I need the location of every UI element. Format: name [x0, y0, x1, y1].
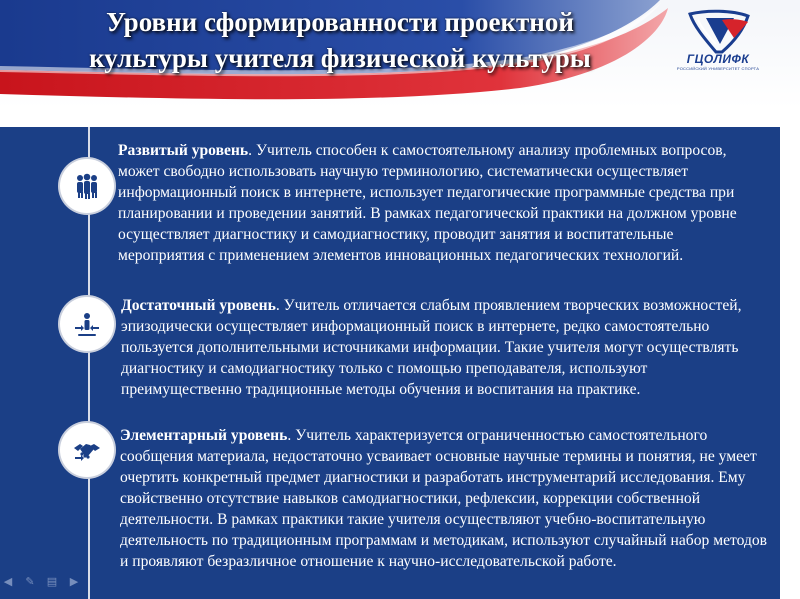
level-item-sufficient	[121, 295, 759, 400]
level-1-icon-circle	[60, 159, 114, 213]
level-heading: Развитый уровень	[118, 142, 249, 159]
content-panel	[0, 127, 780, 599]
pen-icon[interactable]: ✎	[25, 575, 35, 588]
slide-title-line1: Уровни сформированности проектной	[106, 7, 574, 37]
logo-name: ГЦОЛИФК	[686, 52, 750, 66]
level-description: . Учитель характеризуется ограниченностью самостоятельного сообщения материала, недостаточно усваивает основные научные термины и понятия, не умеет очертить конкретный предмет диагностики и разработать инструментарий исследования. Ему свойственно отсутствие навыков самодиагностики, рефлексии, коррекции собственной деятельности. В рамках практики такие учителя осуществляют учебно-воспитательную деятельность по традиционным программам и методикам, используют случайный набор методов и проявляют безразличное отношение к научно-исследовательской работе.	[120, 427, 768, 570]
level-3-icon-circle	[60, 423, 114, 477]
level-heading: Достаточный уровень	[121, 297, 276, 314]
person-with-arrows-icon	[72, 309, 102, 339]
level-2-icon-circle	[60, 297, 114, 351]
slide-header	[0, 0, 800, 108]
logo-subtitle: РОССИЙСКИЙ УНИВЕРСИТЕТ СПОРТА	[676, 66, 760, 71]
level-item-developed	[118, 140, 758, 266]
previous-slide-icon[interactable]: ◀	[3, 575, 13, 588]
level-description: . Учитель отличается слабым проявлением творческих возможностей, эпизодически осуществляет информационный поиск в интернете, редко самостоятельно пользуется дополнительными источниками информации. Такие учителя могут осуществлять диагностику и самодиагностику только с помощью преподавателя, используют преимущественно традиционные методы обучения и воспитания на практике.	[121, 297, 742, 398]
group-of-people-icon	[72, 171, 102, 201]
level-description: . Учитель способен к самостоятельному анализу проблемных вопросов, может свободно использовать научную терминологию, систематически осуществляет информационный поиск в интернете, использует педагогические программные средства при планировании и проведении занятий. В рамках педагогической практики на должном уровне осуществляет диагностику и самодиагностику, проводит занятия и воспитательные мероприятия с применением элементов инновационных педагогических технологий.	[118, 142, 737, 264]
slide-title	[40, 4, 640, 76]
slide-title-line2: культуры учителя физической культуры	[89, 43, 591, 73]
level-heading: Элементарный уровень	[120, 427, 288, 444]
slideshow-controls	[2, 576, 102, 590]
slide-menu-icon[interactable]: ▤	[46, 575, 58, 588]
next-slide-icon[interactable]: ▶	[69, 575, 79, 588]
handshake-icon	[72, 435, 102, 465]
level-item-elementary	[120, 425, 770, 572]
